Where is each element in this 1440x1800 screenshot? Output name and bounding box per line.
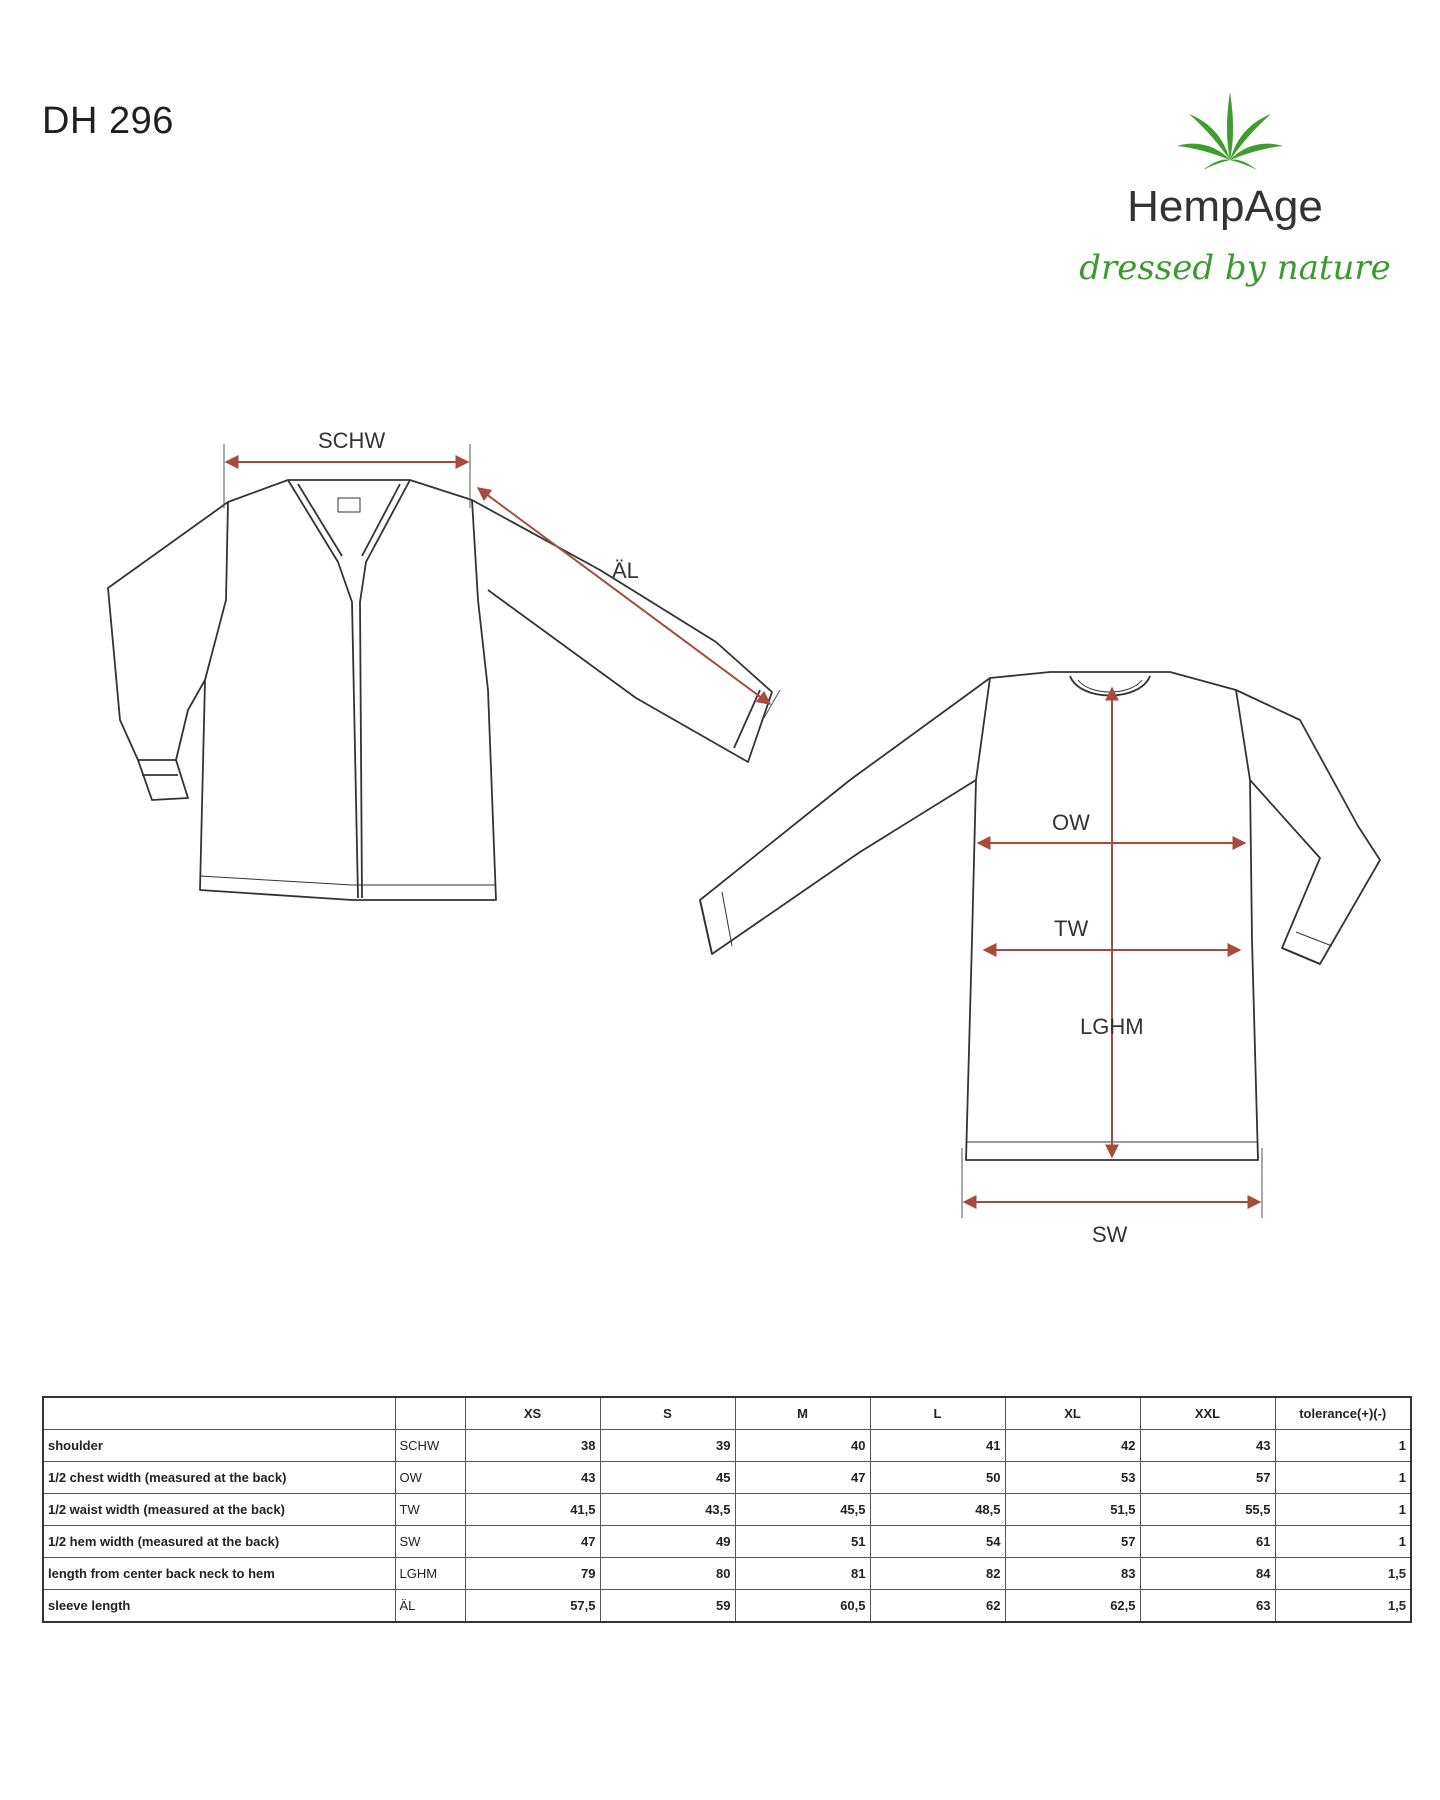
size-value-cell: 79 xyxy=(465,1558,600,1590)
table-row xyxy=(43,1526,1411,1558)
size-value-cell: 63 xyxy=(1140,1590,1275,1623)
measurement-abbr: LGHM xyxy=(395,1558,465,1590)
brand-logo xyxy=(1060,90,1390,320)
table-row xyxy=(43,1462,1411,1494)
size-value-cell: 57 xyxy=(1005,1526,1140,1558)
measurement-label: length from center back neck to hem xyxy=(43,1558,395,1590)
size-value-cell: 57 xyxy=(1140,1462,1275,1494)
size-value-cell: 48,5 xyxy=(870,1494,1005,1526)
header-blank xyxy=(43,1397,395,1430)
size-value-cell: 51 xyxy=(735,1526,870,1558)
garment-drawings xyxy=(0,380,1440,1280)
tolerance-cell: 1,5 xyxy=(1275,1590,1411,1623)
front-view xyxy=(108,480,772,900)
table-row xyxy=(43,1430,1411,1462)
size-value-cell: 39 xyxy=(600,1430,735,1462)
tolerance-cell: 1,5 xyxy=(1275,1558,1411,1590)
measurement-label: 1/2 waist width (measured at the back) xyxy=(43,1494,395,1526)
size-value-cell: 43,5 xyxy=(600,1494,735,1526)
size-value-cell: 47 xyxy=(465,1526,600,1558)
size-header: XXL xyxy=(1140,1397,1275,1430)
size-value-cell: 59 xyxy=(600,1590,735,1623)
measurement-abbr: TW xyxy=(395,1494,465,1526)
size-value-cell: 61 xyxy=(1140,1526,1275,1558)
size-value-cell: 49 xyxy=(600,1526,735,1558)
schw-label: SCHW xyxy=(318,428,386,453)
back-view xyxy=(700,672,1380,1160)
hemp-leaf-icon xyxy=(1175,90,1285,170)
size-value-cell: 50 xyxy=(870,1462,1005,1494)
size-header: L xyxy=(870,1397,1005,1430)
size-header: XS xyxy=(465,1397,600,1430)
measurement-label: sleeve length xyxy=(43,1590,395,1623)
size-value-cell: 57,5 xyxy=(465,1590,600,1623)
size-value-cell: 54 xyxy=(870,1526,1005,1558)
size-value-cell: 83 xyxy=(1005,1558,1140,1590)
size-value-cell: 40 xyxy=(735,1430,870,1462)
size-value-cell: 41,5 xyxy=(465,1494,600,1526)
size-value-cell: 38 xyxy=(465,1430,600,1462)
sw-label: SW xyxy=(1092,1222,1128,1247)
tolerance-cell: 1 xyxy=(1275,1494,1411,1526)
tolerance-header: tolerance(+)(-) xyxy=(1275,1397,1411,1430)
table-row xyxy=(43,1494,1411,1526)
model-code: DH 296 xyxy=(42,100,174,142)
tw-label: TW xyxy=(1054,916,1089,941)
size-value-cell: 80 xyxy=(600,1558,735,1590)
table-row xyxy=(43,1558,1411,1590)
size-value-cell: 43 xyxy=(465,1462,600,1494)
measurement-label: shoulder xyxy=(43,1430,395,1462)
size-header: S xyxy=(600,1397,735,1430)
measurement-label: 1/2 chest width (measured at the back) xyxy=(43,1462,395,1494)
lghm-label: LGHM xyxy=(1080,1014,1144,1039)
brand-tagline: dressed by nature xyxy=(1079,248,1391,288)
size-value-cell: 81 xyxy=(735,1558,870,1590)
size-value-cell: 51,5 xyxy=(1005,1494,1140,1526)
ow-label: OW xyxy=(1052,810,1090,835)
tolerance-cell: 1 xyxy=(1275,1526,1411,1558)
size-value-cell: 42 xyxy=(1005,1430,1140,1462)
header-blank xyxy=(395,1397,465,1430)
measurement-abbr: ÄL xyxy=(395,1590,465,1623)
al-label: ÄL xyxy=(612,558,639,583)
size-value-cell: 43 xyxy=(1140,1430,1275,1462)
size-header: XL xyxy=(1005,1397,1140,1430)
front-measurements xyxy=(224,444,780,718)
size-value-cell: 45 xyxy=(600,1462,735,1494)
size-value-cell: 45,5 xyxy=(735,1494,870,1526)
size-header: M xyxy=(735,1397,870,1430)
back-measurements xyxy=(962,688,1262,1218)
size-value-cell: 82 xyxy=(870,1558,1005,1590)
size-value-cell: 84 xyxy=(1140,1558,1275,1590)
brand-name: HempAge xyxy=(1127,182,1323,231)
size-value-cell: 60,5 xyxy=(735,1590,870,1623)
size-table-header xyxy=(43,1397,1411,1430)
size-value-cell: 41 xyxy=(870,1430,1005,1462)
measurement-abbr: SW xyxy=(395,1526,465,1558)
size-table xyxy=(42,1396,1412,1623)
size-value-cell: 62,5 xyxy=(1005,1590,1140,1623)
tolerance-cell: 1 xyxy=(1275,1430,1411,1462)
measurement-abbr: OW xyxy=(395,1462,465,1494)
size-value-cell: 62 xyxy=(870,1590,1005,1623)
measurement-abbr: SCHW xyxy=(395,1430,465,1462)
size-value-cell: 53 xyxy=(1005,1462,1140,1494)
tolerance-cell: 1 xyxy=(1275,1462,1411,1494)
table-row xyxy=(43,1590,1411,1623)
size-value-cell: 47 xyxy=(735,1462,870,1494)
measurement-label: 1/2 hem width (measured at the back) xyxy=(43,1526,395,1558)
size-value-cell: 55,5 xyxy=(1140,1494,1275,1526)
